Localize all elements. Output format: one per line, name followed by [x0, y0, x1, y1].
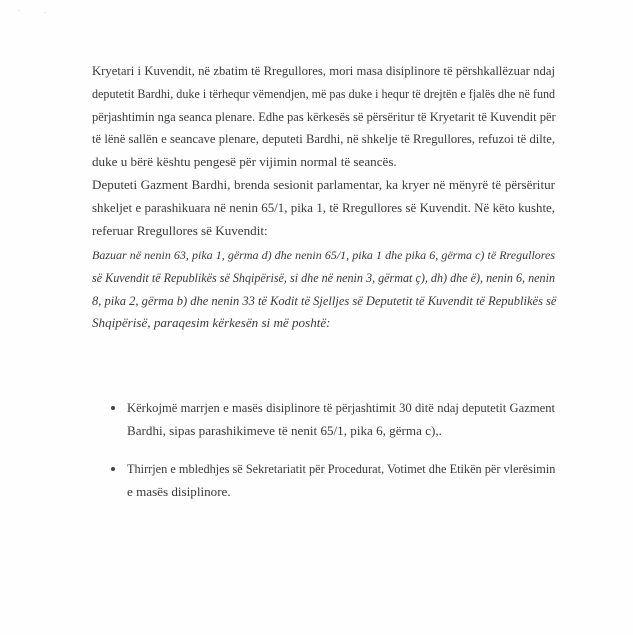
text-line: Deputeti Gazment Bardhi, brenda sesionit parlamentar, ka kryer në mënyrë të përsëritur — [92, 177, 555, 192]
request-list — [105, 458, 555, 504]
text-line: Bazuar në nenin 63, pika 1, gërma d) dhe nenin 65/1, pika 1 dhe pika 6, gërma c) të Rregullores — [92, 248, 555, 262]
text-line: e masës disiplinore. — [127, 483, 231, 499]
text-line: referuar Rregullores së Kuvendit: — [92, 222, 268, 238]
text-line: Kërkojmë marrjen e masës disiplinore të përjashtimit 30 ditë ndaj deputetit Gazment — [127, 401, 555, 415]
text-line: duke u bërë kështu pengesë për vijimin normal të seancës. — [92, 154, 397, 170]
bullet-icon — [111, 406, 115, 410]
text-line: Kryetari i Kuvendit, në zbatim të Rregullores, mori masa disiplinore të përshkallëzuar ndaj — [92, 64, 555, 78]
bullet-icon — [111, 467, 115, 471]
text-line: Bardhi, sipas parashikimeve të nenit 65/1, pika 6, gërma c),. — [127, 422, 442, 438]
paragraph-repeated-violations — [92, 174, 555, 242]
text-line: Thirrjen e mbledhjes së Sekretariatit për Procedurat, Votimet dhe Etikën për vlerësimin — [127, 462, 556, 476]
scan-noise — [44, 12, 46, 13]
scan-noise — [18, 10, 20, 11]
request-item-secretariat-meeting — [105, 458, 555, 504]
paragraph-disciplinary-measures — [92, 60, 555, 174]
text-line: së Kuvendit të Republikës së Shqipërisë, si dhe në nenin 3, gërmat ç), dh) dhe ë), nenin 6, nenin — [92, 270, 555, 285]
text-line: Shqipërisë, paraqesim kërkesën si më poshtë: — [92, 315, 331, 331]
text-line: të lënë sallën e seancave plenare, deputeti Bardhi, në shkelje të Rregullores, refuzoi të dilte, — [92, 132, 555, 147]
request-list — [105, 397, 555, 443]
text-line: shkeljet e parashikuara në nenin 65/1, pika 1, të Rregullores së Kuvendit. Në këto kushte, — [92, 200, 555, 215]
text-line: përjashtimin nga seanca plenare. Edhe pas kërkesës së përsëritur të Kryetarit të Kuvendit për — [92, 109, 556, 124]
text-line: 8, pika 2, gërma b) dhe nenin 33 të Kodit të Sjelljes së Deputetit të Kuvendit të Republikës së — [92, 293, 557, 308]
request-item-exclusion — [105, 397, 555, 443]
paragraph-legal-basis — [92, 244, 555, 335]
text-line: deputetit Bardhi, duke i tërhequr vëmendjen, më pas duke i hequr të drejtën e fjalës dhe në fund — [92, 86, 556, 101]
